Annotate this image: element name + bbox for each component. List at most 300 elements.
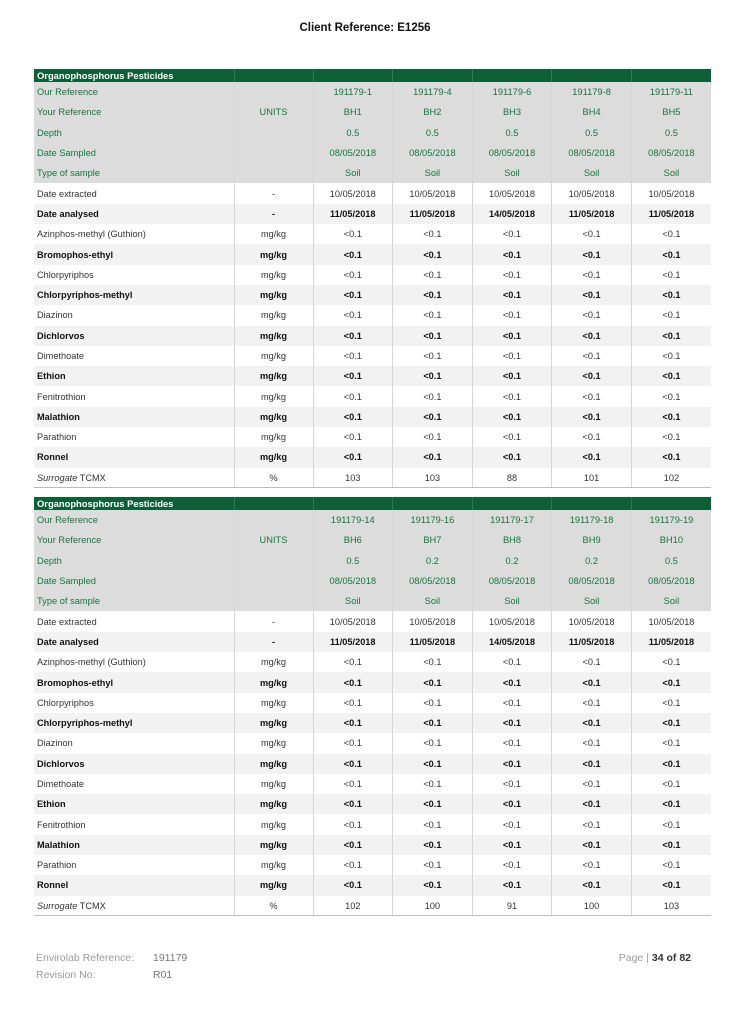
analyte-units: mg/kg	[234, 814, 313, 834]
analyte-value: <0.1	[552, 693, 632, 713]
analyte-value: <0.1	[472, 733, 552, 753]
analyte-value: <0.1	[472, 855, 552, 875]
header-value: BH1	[313, 102, 393, 122]
analyte-value: <0.1	[313, 265, 393, 285]
analyte-value: <0.1	[631, 224, 711, 244]
table-row	[34, 386, 711, 406]
analyte-value: <0.1	[393, 224, 473, 244]
header-row-type-of-sample	[34, 591, 711, 611]
header-value: 0.5	[631, 551, 711, 571]
analyte-label: Azinphos-methyl (Guthion)	[34, 652, 234, 672]
header-label: Our Reference	[34, 510, 234, 530]
surrogate-label	[34, 468, 234, 488]
header-units	[234, 571, 313, 591]
analyte-value: <0.1	[313, 224, 393, 244]
header-value: 191179-16	[393, 510, 473, 530]
header-row-our-reference	[34, 510, 711, 530]
analyte-value: <0.1	[472, 875, 552, 895]
analyte-value: <0.1	[313, 305, 393, 325]
analyte-value: 10/05/2018	[313, 183, 393, 203]
analyte-value: <0.1	[393, 733, 473, 753]
analyte-value: <0.1	[552, 855, 632, 875]
analyte-value: <0.1	[552, 265, 632, 285]
analyte-label: Bromophos-ethyl	[34, 672, 234, 692]
surrogate-value: 100	[393, 896, 473, 916]
analyte-value: <0.1	[631, 326, 711, 346]
analyte-value: <0.1	[631, 835, 711, 855]
table-row	[34, 305, 711, 325]
analyte-value: <0.1	[472, 285, 552, 305]
table-row	[34, 183, 711, 203]
analyte-label: Malathion	[34, 407, 234, 427]
analyte-value: <0.1	[393, 774, 473, 794]
header-value: Soil	[631, 163, 711, 183]
header-value: 08/05/2018	[393, 143, 473, 163]
analyte-label: Dimethoate	[34, 346, 234, 366]
table-row	[34, 774, 711, 794]
analyte-value: <0.1	[313, 774, 393, 794]
analyte-units: mg/kg	[234, 652, 313, 672]
analyte-value: <0.1	[313, 855, 393, 875]
analyte-value: <0.1	[472, 794, 552, 814]
section-title-cell	[631, 497, 711, 510]
analyte-value: <0.1	[631, 774, 711, 794]
analyte-value: <0.1	[393, 835, 473, 855]
header-label: Your Reference	[34, 530, 234, 550]
header-value: 0.5	[552, 123, 632, 143]
analyte-value: <0.1	[631, 407, 711, 427]
analyte-value: <0.1	[631, 285, 711, 305]
header-label: Type of sample	[34, 591, 234, 611]
section-title-cell	[313, 497, 393, 510]
page-number-value: 34 of 82	[651, 952, 691, 964]
analyte-value: 11/05/2018	[313, 632, 393, 652]
analyte-value: <0.1	[393, 366, 473, 386]
analyte-units: mg/kg	[234, 733, 313, 753]
analyte-units: mg/kg	[234, 427, 313, 447]
analyte-value: <0.1	[313, 326, 393, 346]
surrogate-italic: Surrogate	[37, 472, 78, 483]
header-units: UNITS	[234, 102, 313, 122]
header-value: BH10	[631, 530, 711, 550]
table-row	[34, 733, 711, 753]
analyte-units: -	[234, 611, 313, 631]
analyte-units: mg/kg	[234, 774, 313, 794]
analyte-units: mg/kg	[234, 265, 313, 285]
analyte-value: <0.1	[313, 794, 393, 814]
analyte-value: <0.1	[313, 285, 393, 305]
analyte-label: Date extracted	[34, 183, 234, 203]
analyte-value: <0.1	[552, 407, 632, 427]
analyte-units: mg/kg	[234, 366, 313, 386]
analyte-value: <0.1	[472, 427, 552, 447]
analyte-value: <0.1	[393, 346, 473, 366]
header-value: Soil	[393, 591, 473, 611]
analyte-value: <0.1	[631, 265, 711, 285]
analyte-value: <0.1	[472, 366, 552, 386]
analyte-units: mg/kg	[234, 305, 313, 325]
header-value: 0.5	[313, 551, 393, 571]
surrogate-value: 103	[631, 896, 711, 916]
analyte-value: <0.1	[472, 224, 552, 244]
header-value: 191179-17	[472, 510, 552, 530]
analyte-value: <0.1	[313, 672, 393, 692]
section-title-cell	[472, 69, 552, 82]
analyte-value: <0.1	[552, 754, 632, 774]
surrogate-name: TCMX	[79, 900, 106, 911]
analyte-value: <0.1	[393, 265, 473, 285]
header-value: BH8	[472, 530, 552, 550]
table-row	[34, 794, 711, 814]
analyte-value: <0.1	[552, 305, 632, 325]
header-label: Depth	[34, 123, 234, 143]
analyte-value: <0.1	[552, 835, 632, 855]
analyte-value: <0.1	[393, 693, 473, 713]
analyte-label: Date extracted	[34, 611, 234, 631]
header-value: Soil	[472, 163, 552, 183]
analyte-value: <0.1	[472, 814, 552, 834]
analyte-value: <0.1	[631, 305, 711, 325]
analyte-value: <0.1	[393, 713, 473, 733]
analyte-value: <0.1	[393, 754, 473, 774]
analyte-value: <0.1	[393, 794, 473, 814]
analyte-value: <0.1	[552, 326, 632, 346]
header-value: 191179-11	[631, 82, 711, 102]
analyte-label: Diazinon	[34, 305, 234, 325]
analyte-value: <0.1	[393, 305, 473, 325]
section-title-cell	[472, 497, 552, 510]
analyte-value: <0.1	[472, 693, 552, 713]
header-value: 08/05/2018	[472, 143, 552, 163]
header-value: 08/05/2018	[552, 143, 632, 163]
header-value: 191179-4	[393, 82, 473, 102]
analyte-value: <0.1	[552, 672, 632, 692]
analyte-value: <0.1	[552, 652, 632, 672]
analyte-value: <0.1	[472, 447, 552, 467]
header-value: Soil	[552, 163, 632, 183]
results-table-2	[34, 497, 711, 916]
analyte-value: <0.1	[631, 713, 711, 733]
table-row	[34, 447, 711, 467]
analyte-value: <0.1	[313, 366, 393, 386]
header-value: 191179-6	[472, 82, 552, 102]
surrogate-value: 91	[472, 896, 552, 916]
analyte-units: mg/kg	[234, 754, 313, 774]
table-row	[34, 855, 711, 875]
header-value: BH2	[393, 102, 473, 122]
header-value: 0.2	[393, 551, 473, 571]
analyte-value: <0.1	[393, 285, 473, 305]
analyte-value: <0.1	[552, 875, 632, 895]
analyte-value: <0.1	[313, 346, 393, 366]
header-value: 08/05/2018	[393, 571, 473, 591]
analyte-value: <0.1	[631, 855, 711, 875]
analyte-units: -	[234, 632, 313, 652]
header-label: Date Sampled	[34, 571, 234, 591]
header-units: UNITS	[234, 530, 313, 550]
analyte-value: <0.1	[552, 346, 632, 366]
analyte-value: <0.1	[631, 386, 711, 406]
analyte-value: 14/05/2018	[472, 204, 552, 224]
analyte-value: <0.1	[552, 794, 632, 814]
header-value: 0.5	[393, 123, 473, 143]
header-label: Depth	[34, 551, 234, 571]
analyte-value: <0.1	[472, 672, 552, 692]
header-value: 08/05/2018	[313, 571, 393, 591]
header-label: Date Sampled	[34, 143, 234, 163]
section-title-cell	[393, 497, 473, 510]
analyte-value: <0.1	[631, 693, 711, 713]
analyte-value: <0.1	[393, 386, 473, 406]
header-units	[234, 510, 313, 530]
header-label: Type of sample	[34, 163, 234, 183]
analyte-label: Chlorpyriphos-methyl	[34, 713, 234, 733]
analyte-value: <0.1	[472, 835, 552, 855]
table-row	[34, 693, 711, 713]
revision-value: R01	[153, 969, 173, 981]
analyte-value: <0.1	[313, 652, 393, 672]
analyte-value: <0.1	[313, 386, 393, 406]
analyte-label: Date analysed	[34, 204, 234, 224]
analyte-label: Chlorpyriphos	[34, 265, 234, 285]
analyte-value: 10/05/2018	[472, 611, 552, 631]
header-value: BH3	[472, 102, 552, 122]
analyte-units: mg/kg	[234, 346, 313, 366]
analyte-value: <0.1	[313, 447, 393, 467]
analyte-value: <0.1	[393, 814, 473, 834]
header-row-depth	[34, 123, 711, 143]
analyte-units: mg/kg	[234, 407, 313, 427]
header-value: 0.5	[313, 123, 393, 143]
section-title-cell	[234, 497, 313, 510]
table-row	[34, 875, 711, 895]
section-title-cell	[552, 497, 632, 510]
analyte-units: mg/kg	[234, 875, 313, 895]
header-value: Soil	[552, 591, 632, 611]
table-row	[34, 835, 711, 855]
section-title-cell	[552, 69, 632, 82]
analyte-value: <0.1	[472, 754, 552, 774]
analyte-value: <0.1	[631, 447, 711, 467]
header-value: BH9	[552, 530, 632, 550]
analyte-value: 10/05/2018	[552, 183, 632, 203]
header-value: Soil	[313, 163, 393, 183]
analyte-value: <0.1	[472, 244, 552, 264]
analyte-value: <0.1	[631, 754, 711, 774]
analyte-units: mg/kg	[234, 713, 313, 733]
analyte-label: Fenitrothion	[34, 386, 234, 406]
analyte-units: -	[234, 183, 313, 203]
analyte-value: <0.1	[313, 407, 393, 427]
page-title: Client Reference: E1256	[299, 22, 431, 34]
header-value: 191179-14	[313, 510, 393, 530]
page-number-label: Page |	[618, 952, 649, 964]
analyte-value: 11/05/2018	[393, 204, 473, 224]
header-value: 191179-19	[631, 510, 711, 530]
analyte-value: 11/05/2018	[552, 632, 632, 652]
analyte-units: mg/kg	[234, 855, 313, 875]
table-row	[34, 204, 711, 224]
section-title-row	[34, 69, 711, 82]
header-units	[234, 163, 313, 183]
envirolab-reference-value: 191179	[153, 952, 188, 964]
revision-label: Revision No:	[36, 969, 96, 981]
analyte-label: Ethion	[34, 366, 234, 386]
analyte-value: <0.1	[393, 427, 473, 447]
analyte-value: <0.1	[393, 407, 473, 427]
analyte-label: Bromophos-ethyl	[34, 244, 234, 264]
analyte-value: 10/05/2018	[631, 183, 711, 203]
analyte-label: Azinphos-methyl (Guthion)	[34, 224, 234, 244]
header-value: 08/05/2018	[631, 143, 711, 163]
header-row-your-reference	[34, 102, 711, 122]
analyte-value: <0.1	[472, 305, 552, 325]
table-row	[34, 611, 711, 631]
header-row-type-of-sample	[34, 163, 711, 183]
analyte-value: <0.1	[631, 794, 711, 814]
analyte-label: Ethion	[34, 794, 234, 814]
analyte-value: <0.1	[631, 733, 711, 753]
header-units	[234, 143, 313, 163]
analyte-value: <0.1	[313, 427, 393, 447]
surrogate-value: 102	[313, 896, 393, 916]
section-title: Organophosphorus Pesticides	[34, 69, 234, 82]
surrogate-value: 101	[552, 468, 632, 488]
section-title-cell	[393, 69, 473, 82]
surrogate-value: 100	[552, 896, 632, 916]
analyte-value: <0.1	[393, 652, 473, 672]
analyte-value: <0.1	[552, 224, 632, 244]
table-row	[34, 346, 711, 366]
header-value: 0.5	[472, 123, 552, 143]
surrogate-row	[34, 896, 711, 916]
analyte-units: mg/kg	[234, 835, 313, 855]
analyte-units: mg/kg	[234, 224, 313, 244]
analyte-label: Dichlorvos	[34, 754, 234, 774]
analyte-units: mg/kg	[234, 672, 313, 692]
analyte-value: <0.1	[631, 652, 711, 672]
header-units	[234, 123, 313, 143]
analyte-value: <0.1	[393, 244, 473, 264]
table-row	[34, 244, 711, 264]
header-row-date-sampled	[34, 571, 711, 591]
analyte-label: Diazinon	[34, 733, 234, 753]
header-value: BH5	[631, 102, 711, 122]
header-value: 191179-18	[552, 510, 632, 530]
analyte-value: 11/05/2018	[393, 632, 473, 652]
analyte-units: mg/kg	[234, 386, 313, 406]
analyte-label: Fenitrothion	[34, 814, 234, 834]
section-title: Organophosphorus Pesticides	[34, 497, 234, 510]
analyte-label: Chlorpyriphos-methyl	[34, 285, 234, 305]
analyte-value: 10/05/2018	[631, 611, 711, 631]
header-value: 0.2	[552, 551, 632, 571]
analyte-value: <0.1	[313, 835, 393, 855]
table-row	[34, 326, 711, 346]
header-row-date-sampled	[34, 143, 711, 163]
surrogate-units: %	[234, 896, 313, 916]
analyte-value: <0.1	[552, 386, 632, 406]
analyte-value: <0.1	[631, 672, 711, 692]
table-row	[34, 672, 711, 692]
header-row-our-reference	[34, 82, 711, 102]
analyte-value: <0.1	[393, 672, 473, 692]
surrogate-label	[34, 896, 234, 916]
analyte-value: <0.1	[552, 814, 632, 834]
table-row	[34, 814, 711, 834]
analyte-label: Dimethoate	[34, 774, 234, 794]
section-title-cell	[313, 69, 393, 82]
analyte-label: Ronnel	[34, 447, 234, 467]
analyte-value: <0.1	[631, 814, 711, 834]
analyte-value: <0.1	[552, 366, 632, 386]
analyte-value: 10/05/2018	[393, 183, 473, 203]
analyte-value: <0.1	[472, 407, 552, 427]
analyte-units: mg/kg	[234, 285, 313, 305]
analyte-value: <0.1	[631, 346, 711, 366]
analyte-value: <0.1	[393, 855, 473, 875]
header-value: 08/05/2018	[313, 143, 393, 163]
header-value: 08/05/2018	[631, 571, 711, 591]
results-table-1	[34, 69, 711, 488]
section-title-cell	[234, 69, 313, 82]
analyte-label: Malathion	[34, 835, 234, 855]
table-row	[34, 632, 711, 652]
analyte-value: <0.1	[552, 285, 632, 305]
analyte-value: 11/05/2018	[631, 204, 711, 224]
header-value: BH4	[552, 102, 632, 122]
surrogate-value: 103	[393, 468, 473, 488]
surrogate-italic: Surrogate	[37, 900, 78, 911]
analyte-units: mg/kg	[234, 447, 313, 467]
analyte-value: <0.1	[313, 713, 393, 733]
analyte-value: 11/05/2018	[552, 204, 632, 224]
surrogate-value: 103	[313, 468, 393, 488]
analyte-value: <0.1	[552, 447, 632, 467]
analyte-value: <0.1	[472, 652, 552, 672]
analyte-value: <0.1	[631, 427, 711, 447]
table-row	[34, 713, 711, 733]
table-row	[34, 366, 711, 386]
analyte-units: mg/kg	[234, 326, 313, 346]
page-number	[619, 952, 691, 964]
analyte-value: <0.1	[552, 774, 632, 794]
revision-number	[36, 969, 696, 986]
analyte-value: <0.1	[472, 346, 552, 366]
header-units	[234, 591, 313, 611]
header-value: Soil	[631, 591, 711, 611]
analyte-units: -	[234, 204, 313, 224]
envirolab-reference	[36, 952, 696, 969]
header-value: 191179-8	[552, 82, 632, 102]
header-label: Your Reference	[34, 102, 234, 122]
table-row	[34, 754, 711, 774]
analyte-value: 10/05/2018	[472, 183, 552, 203]
surrogate-units: %	[234, 468, 313, 488]
analyte-units: mg/kg	[234, 693, 313, 713]
analyte-value: <0.1	[552, 244, 632, 264]
analyte-value: <0.1	[313, 875, 393, 895]
header-units	[234, 82, 313, 102]
analyte-value: <0.1	[631, 244, 711, 264]
header-value: 08/05/2018	[472, 571, 552, 591]
analyte-value: <0.1	[393, 447, 473, 467]
surrogate-name: TCMX	[79, 472, 106, 483]
analyte-value: <0.1	[393, 875, 473, 895]
table-row	[34, 224, 711, 244]
analyte-units: mg/kg	[234, 244, 313, 264]
envirolab-reference-label: Envirolab Reference:	[36, 952, 135, 964]
